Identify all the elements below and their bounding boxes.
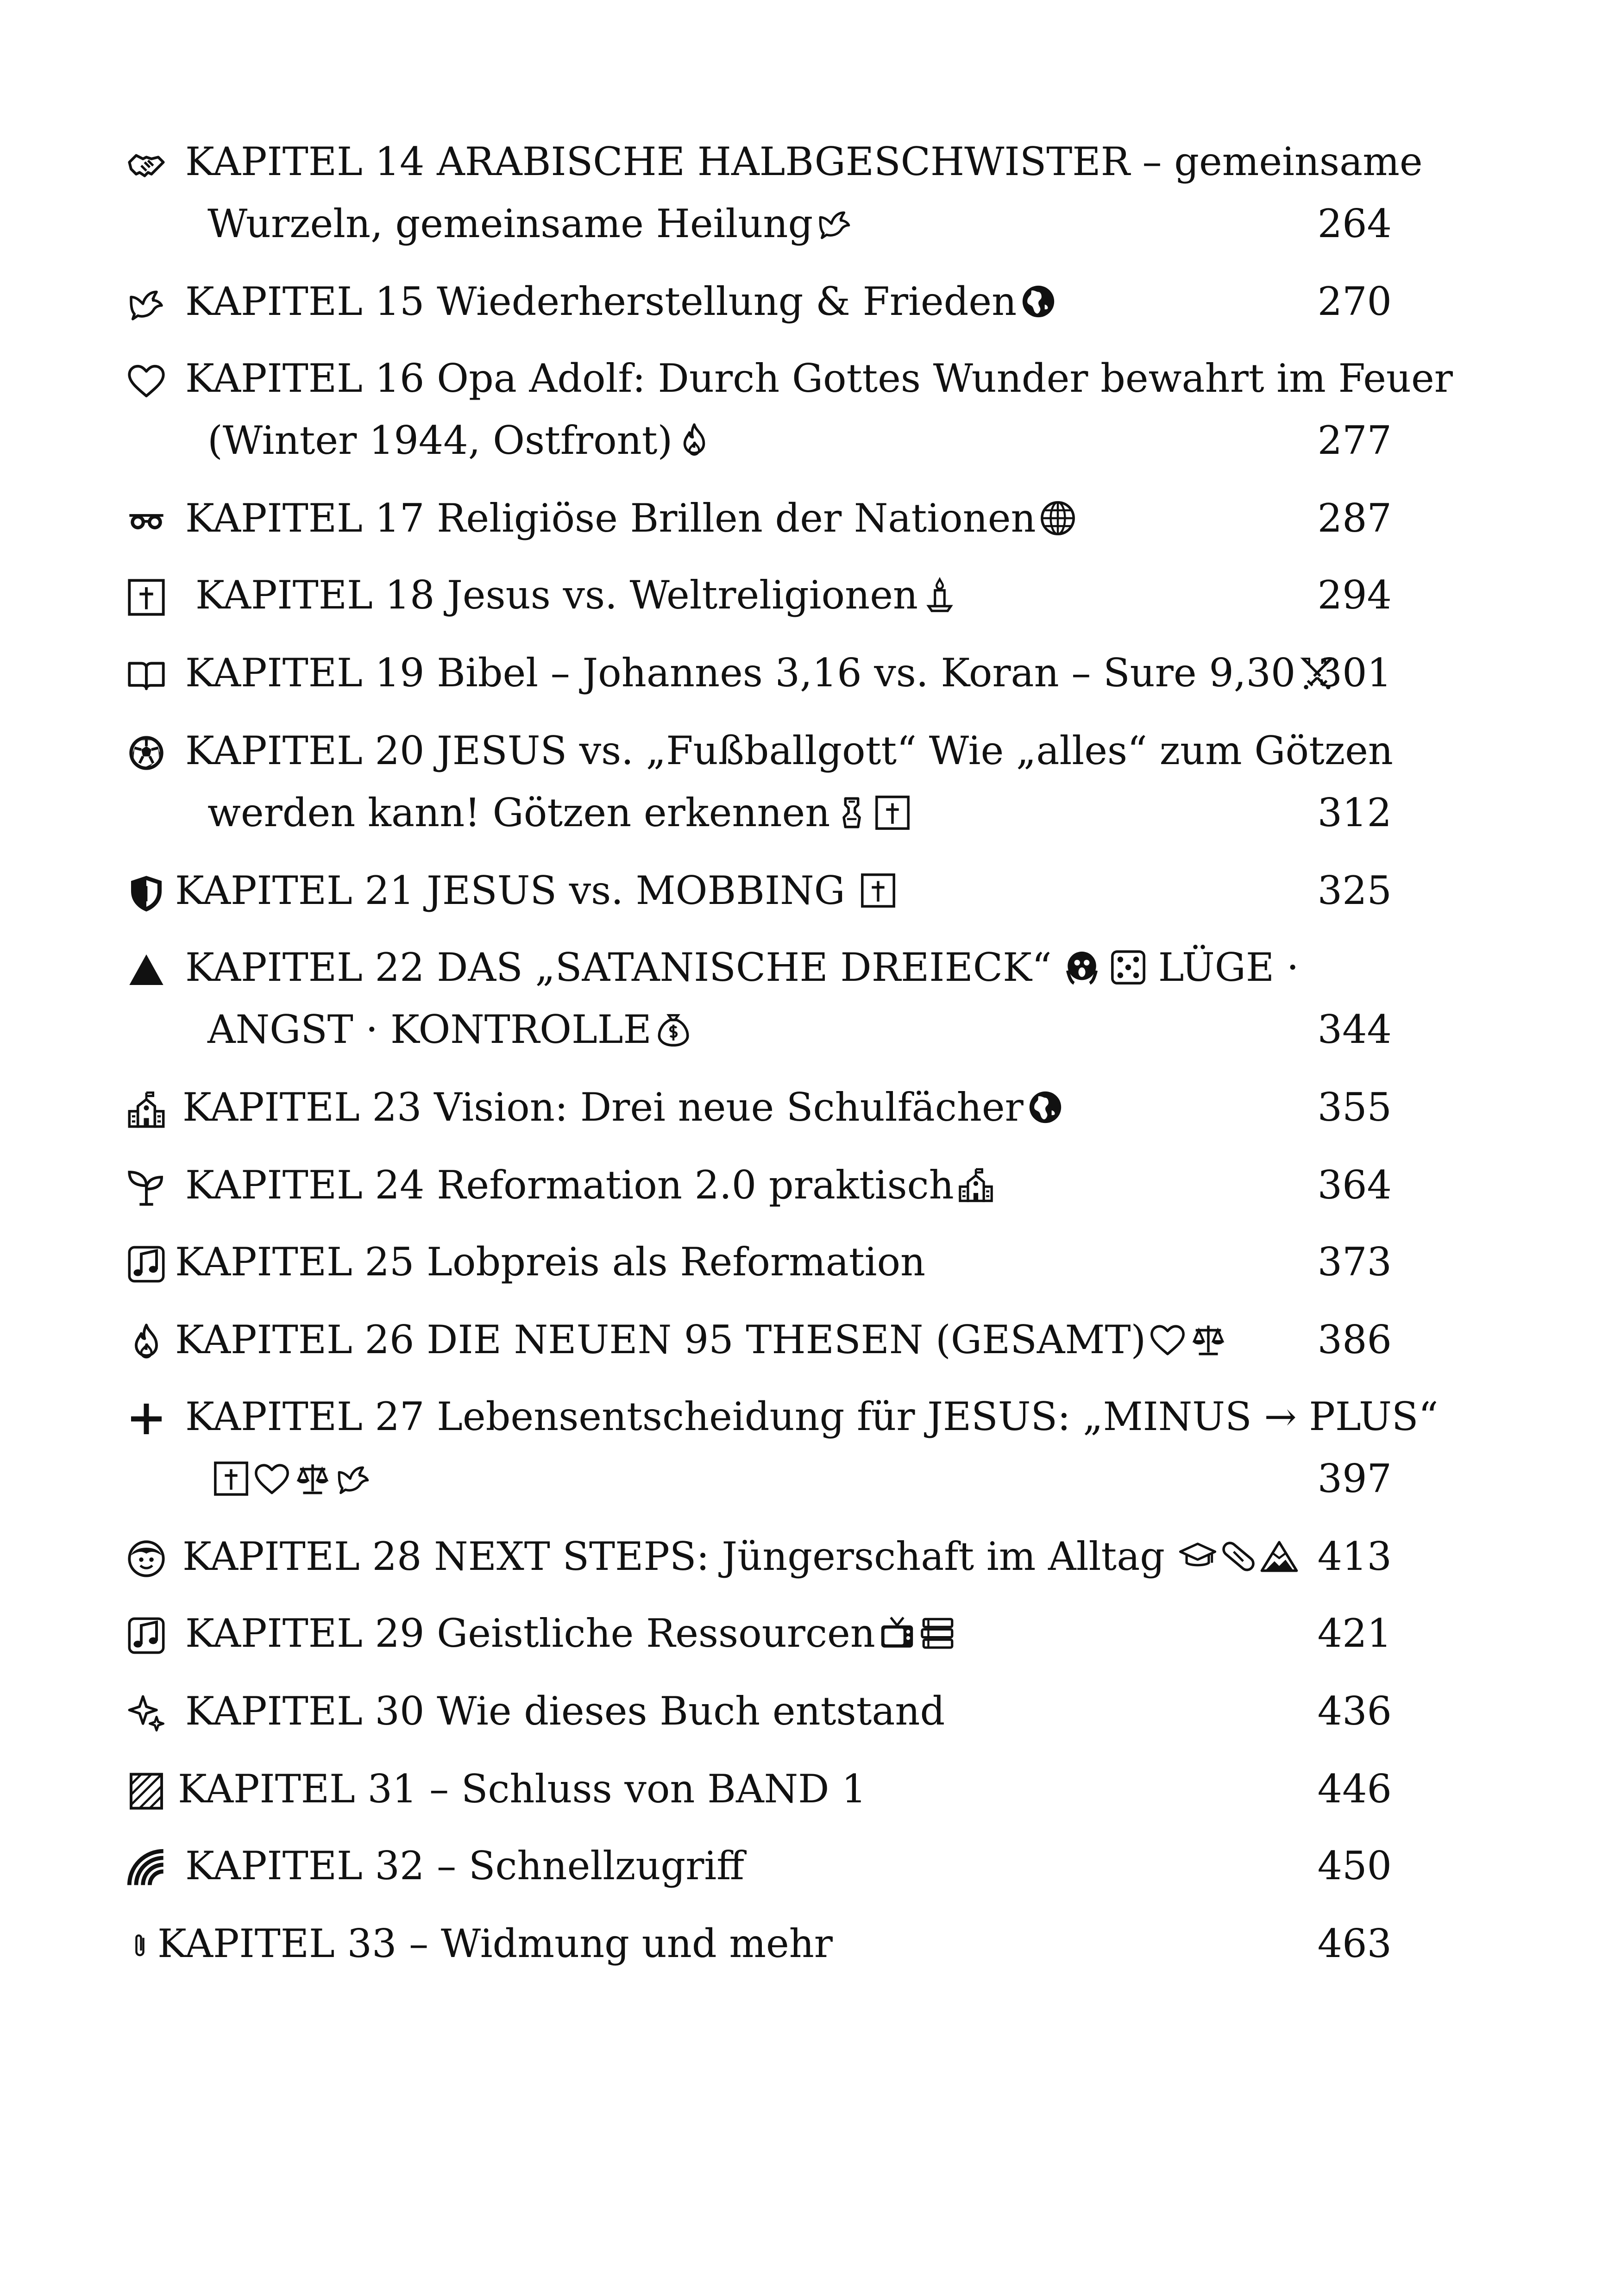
page-number: 413 — [1317, 1534, 1392, 1579]
sunglasses-icon — [126, 500, 167, 541]
entry-title: KAPITEL 30 Wie dieses Buch entstand — [185, 1688, 945, 1734]
toc-entry-26[interactable] — [0, 1305, 1621, 1374]
cross-box-icon — [126, 577, 167, 618]
page-number: 355 — [1317, 1085, 1392, 1130]
dove-icon — [334, 1460, 372, 1498]
entry-title: KAPITEL 26 DIE NEUEN 95 THESEN (GESAMT) — [175, 1305, 1227, 1374]
toc-entry-31[interactable] — [0, 1754, 1621, 1824]
cross-box-icon — [212, 1460, 250, 1498]
open-book-icon — [126, 655, 167, 696]
toc-entry-17[interactable] — [0, 483, 1621, 553]
soccer-ball-icon — [126, 733, 167, 773]
rainbow-icon — [126, 1848, 167, 1888]
pill-icon — [1219, 1537, 1257, 1575]
toc-entry-14-cont[interactable] — [0, 189, 1621, 258]
toc-entry-25[interactable] — [0, 1227, 1621, 1297]
toc-entry-21[interactable] — [0, 856, 1621, 925]
toc-entry-14[interactable] — [0, 127, 1621, 196]
dove-icon — [126, 283, 167, 324]
heart-icon — [126, 360, 167, 401]
entry-title: KAPITEL 25 Lobpreis als Reformation — [175, 1239, 926, 1285]
toc-entry-22[interactable] — [0, 933, 1621, 1002]
page-number: 364 — [1317, 1162, 1392, 1208]
toc-entry-27[interactable] — [0, 1382, 1621, 1451]
toc-entry-16[interactable] — [0, 344, 1621, 413]
entry-icons — [207, 1444, 372, 1513]
toc-entry-20[interactable] — [0, 716, 1621, 785]
sprout-icon — [126, 1167, 167, 1208]
entry-title-cont: werden kann! Götzen erkennen — [207, 778, 911, 847]
entry-title: KAPITEL 19 Bibel – Johannes 3,16 vs. Koran – Sure 9,30 — [185, 638, 1336, 708]
page-number: 436 — [1317, 1688, 1392, 1734]
entry-title-cont: (Winter 1944, Ostfront) — [207, 406, 713, 475]
toc-entry-27-cont[interactable] — [0, 1444, 1621, 1513]
money-bag-icon — [654, 1010, 692, 1048]
entry-title: KAPITEL 21 JESUS vs. MOBBING — [175, 856, 897, 925]
page-number: 264 — [1317, 201, 1392, 246]
entry-title: KAPITEL 14 ARABISCHE HALBGESCHWISTER – gemeinsame — [185, 139, 1423, 184]
toc-entry-29[interactable] — [0, 1599, 1621, 1668]
fire-icon — [675, 421, 713, 459]
page-number: 373 — [1317, 1239, 1392, 1285]
page-number: 344 — [1317, 1007, 1392, 1052]
toc-entry-22-cont[interactable] — [0, 995, 1621, 1064]
globe-africa-icon — [1026, 1088, 1064, 1126]
page-number: 397 — [1317, 1456, 1392, 1501]
television-icon — [878, 1614, 916, 1652]
mountain-icon — [1260, 1537, 1298, 1575]
globe-africa-icon — [1019, 282, 1057, 320]
entry-title: KAPITEL 29 Geistliche Ressourcen — [185, 1599, 957, 1668]
handshake-icon — [126, 144, 167, 184]
entry-title: KAPITEL 18 Jesus vs. Weltreligionen — [195, 560, 959, 630]
toc-entry-20-cont[interactable] — [0, 778, 1621, 847]
dove-icon — [816, 205, 854, 243]
entry-title: KAPITEL 23 Vision: Drei neue Schulfächer — [182, 1073, 1064, 1142]
toc-entry-16-cont[interactable] — [0, 406, 1621, 475]
entry-title: KAPITEL 16 Opa Adolf: Durch Gottes Wunder bewahrt im Feuer — [185, 356, 1453, 401]
triangle-icon — [126, 949, 167, 990]
entry-title: KAPITEL 17 Religiöse Brillen der Nationen — [185, 483, 1077, 553]
school-icon — [126, 1089, 167, 1130]
page-number: 463 — [1317, 1921, 1392, 1966]
toc-entry-23[interactable] — [0, 1073, 1621, 1142]
books-icon — [919, 1614, 957, 1652]
entry-title: KAPITEL 27 Lebensentscheidung für JESUS: „MINUS → PLUS“ — [185, 1394, 1439, 1439]
globe-grid-icon — [1039, 499, 1077, 537]
entry-title: KAPITEL 20 JESUS vs. „Fußballgott“ Wie „alles“ zum Götzen — [185, 728, 1393, 773]
cross-box-icon — [859, 872, 897, 910]
entry-title-cont: Wurzeln, gemeinsame Heilung — [207, 189, 854, 258]
idol-statue-icon — [833, 794, 871, 832]
shield-icon — [126, 872, 167, 913]
music-notes-icon — [126, 1244, 167, 1285]
notebook-icon — [126, 1771, 167, 1812]
toc-entry-33[interactable] — [0, 1909, 1621, 1978]
plus-icon — [126, 1399, 167, 1439]
entry-title: KAPITEL 28 NEXT STEPS: Jüngerschaft im Alltag — [182, 1522, 1298, 1591]
entry-title: KAPITEL 32 – Schnellzugriff — [185, 1843, 744, 1888]
school-icon — [957, 1166, 995, 1204]
entry-title: KAPITEL 31 – Schluss von BAND 1 — [178, 1766, 867, 1812]
cross-box-icon — [873, 794, 911, 832]
candle-icon — [921, 576, 959, 614]
toc-entry-15[interactable] — [0, 267, 1621, 336]
page-number: 446 — [1317, 1766, 1392, 1812]
toc-entry-32[interactable] — [0, 1831, 1621, 1901]
paperclip-icon — [126, 1926, 154, 1966]
toc-entry-30[interactable] — [0, 1676, 1621, 1746]
graduation-cap-icon — [1179, 1537, 1217, 1575]
toc-entry-19[interactable] — [0, 638, 1621, 708]
page-number: 301 — [1317, 650, 1392, 696]
music-notes-icon — [126, 1615, 167, 1656]
entry-title: KAPITEL 15 Wiederherstellung & Frieden — [185, 267, 1057, 336]
entry-title: KAPITEL 24 Reformation 2.0 praktisch — [185, 1150, 995, 1220]
scales-icon — [1189, 1321, 1227, 1359]
page-number: 325 — [1317, 868, 1392, 913]
page-number: 421 — [1317, 1611, 1392, 1656]
toc-entry-24[interactable] — [0, 1150, 1621, 1220]
entry-title: KAPITEL 22 DAS „SATANISCHE DREIECK“ LÜGE · — [185, 945, 1299, 990]
page-number: 312 — [1317, 790, 1392, 835]
page-number: 287 — [1317, 496, 1392, 541]
toc-entry-28[interactable] — [0, 1522, 1621, 1591]
scales-icon — [294, 1460, 332, 1498]
boy-face-icon — [126, 1538, 167, 1579]
page-number: 277 — [1317, 418, 1392, 463]
page-number: 270 — [1317, 279, 1392, 324]
fire-icon — [126, 1322, 167, 1362]
dice-icon — [1109, 948, 1147, 986]
heart-icon — [253, 1460, 291, 1498]
toc-entry-18[interactable] — [0, 560, 1621, 630]
scream-face-icon — [1063, 948, 1101, 986]
sparkles-icon — [126, 1693, 167, 1734]
entry-title-cont: ANGST · KONTROLLE — [207, 995, 692, 1064]
page-number: 450 — [1317, 1843, 1392, 1888]
page-number: 294 — [1317, 572, 1392, 618]
page-number: 386 — [1317, 1317, 1392, 1362]
entry-title: KAPITEL 33 – Widmung und mehr — [157, 1921, 833, 1966]
heart-icon — [1149, 1321, 1187, 1359]
